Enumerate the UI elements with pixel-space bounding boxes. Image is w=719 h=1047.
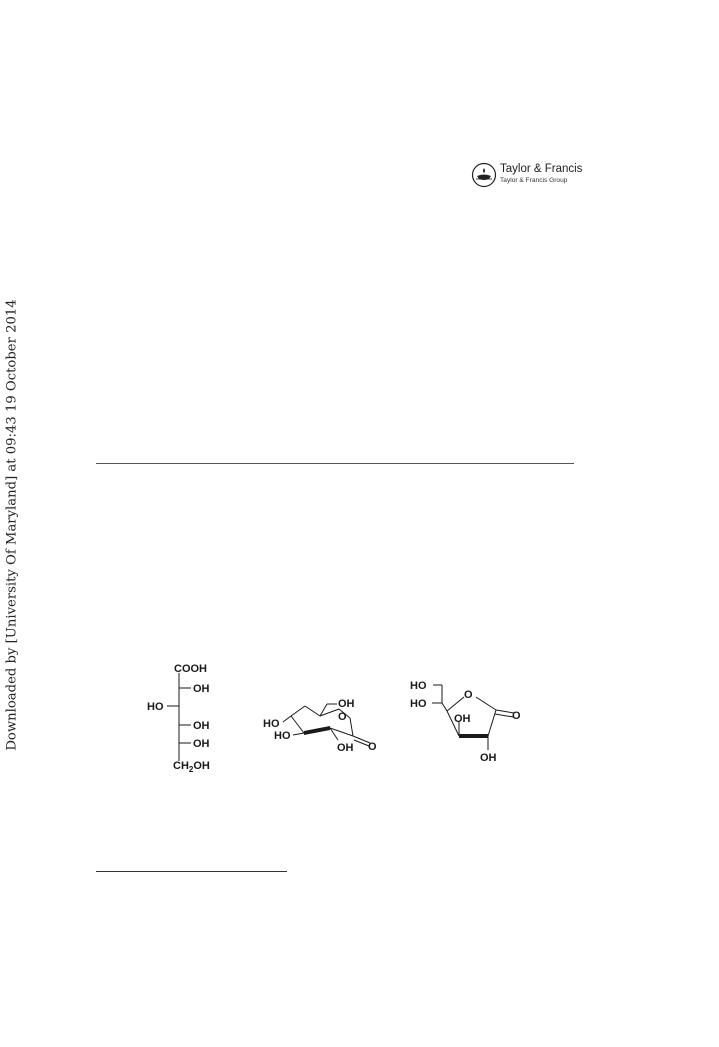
furanose-carbonyl-o: O	[512, 710, 521, 722]
publisher-name: Taylor & Francis	[500, 163, 583, 175]
fischer-bottom-sub: 2	[188, 765, 194, 774]
furanose-c2-oh: OH	[480, 752, 497, 764]
fischer-row3: OH	[193, 720, 210, 732]
furanose-ring-o: O	[464, 689, 473, 701]
furanose-c3-oh: OH	[454, 713, 471, 725]
download-notice-text: Downloaded by [University Of Maryland] at 09:43 19 October 2014	[4, 299, 20, 751]
furanose-side-oh1: HO	[410, 680, 427, 692]
pyranose-lactone	[258, 655, 388, 775]
footnote-rule	[96, 871, 287, 872]
fischer-bottom-oh: OH	[193, 760, 210, 772]
publisher-group: Taylor & Francis Group	[500, 177, 568, 184]
fischer-top: COOH	[174, 663, 207, 675]
publisher-logo	[471, 161, 581, 191]
pyranose-c2-oh: OH	[337, 742, 354, 754]
pyranose-ring-o: O	[338, 711, 347, 723]
pyranose-c6-oh: OH	[338, 698, 355, 710]
pyranose-carbonyl-o: O	[368, 741, 377, 753]
pyranose-c4-oh: HO	[263, 718, 280, 730]
fischer-row2: HO	[147, 701, 164, 713]
furanose-lactone	[408, 655, 538, 775]
figure-structures	[140, 655, 540, 775]
lamp-globe-icon	[471, 162, 497, 188]
fischer-row4: OH	[193, 738, 210, 750]
download-watermark	[0, 0, 24, 1047]
fischer-projection	[140, 655, 230, 775]
svg-text:CH2OH	[173, 760, 210, 774]
header-rule	[96, 463, 574, 464]
fischer-row1: OH	[193, 683, 210, 695]
fischer-bottom-ch: CH	[173, 760, 189, 772]
pyranose-c3-oh: HO	[274, 730, 291, 742]
furanose-side-oh2: HO	[410, 698, 427, 710]
